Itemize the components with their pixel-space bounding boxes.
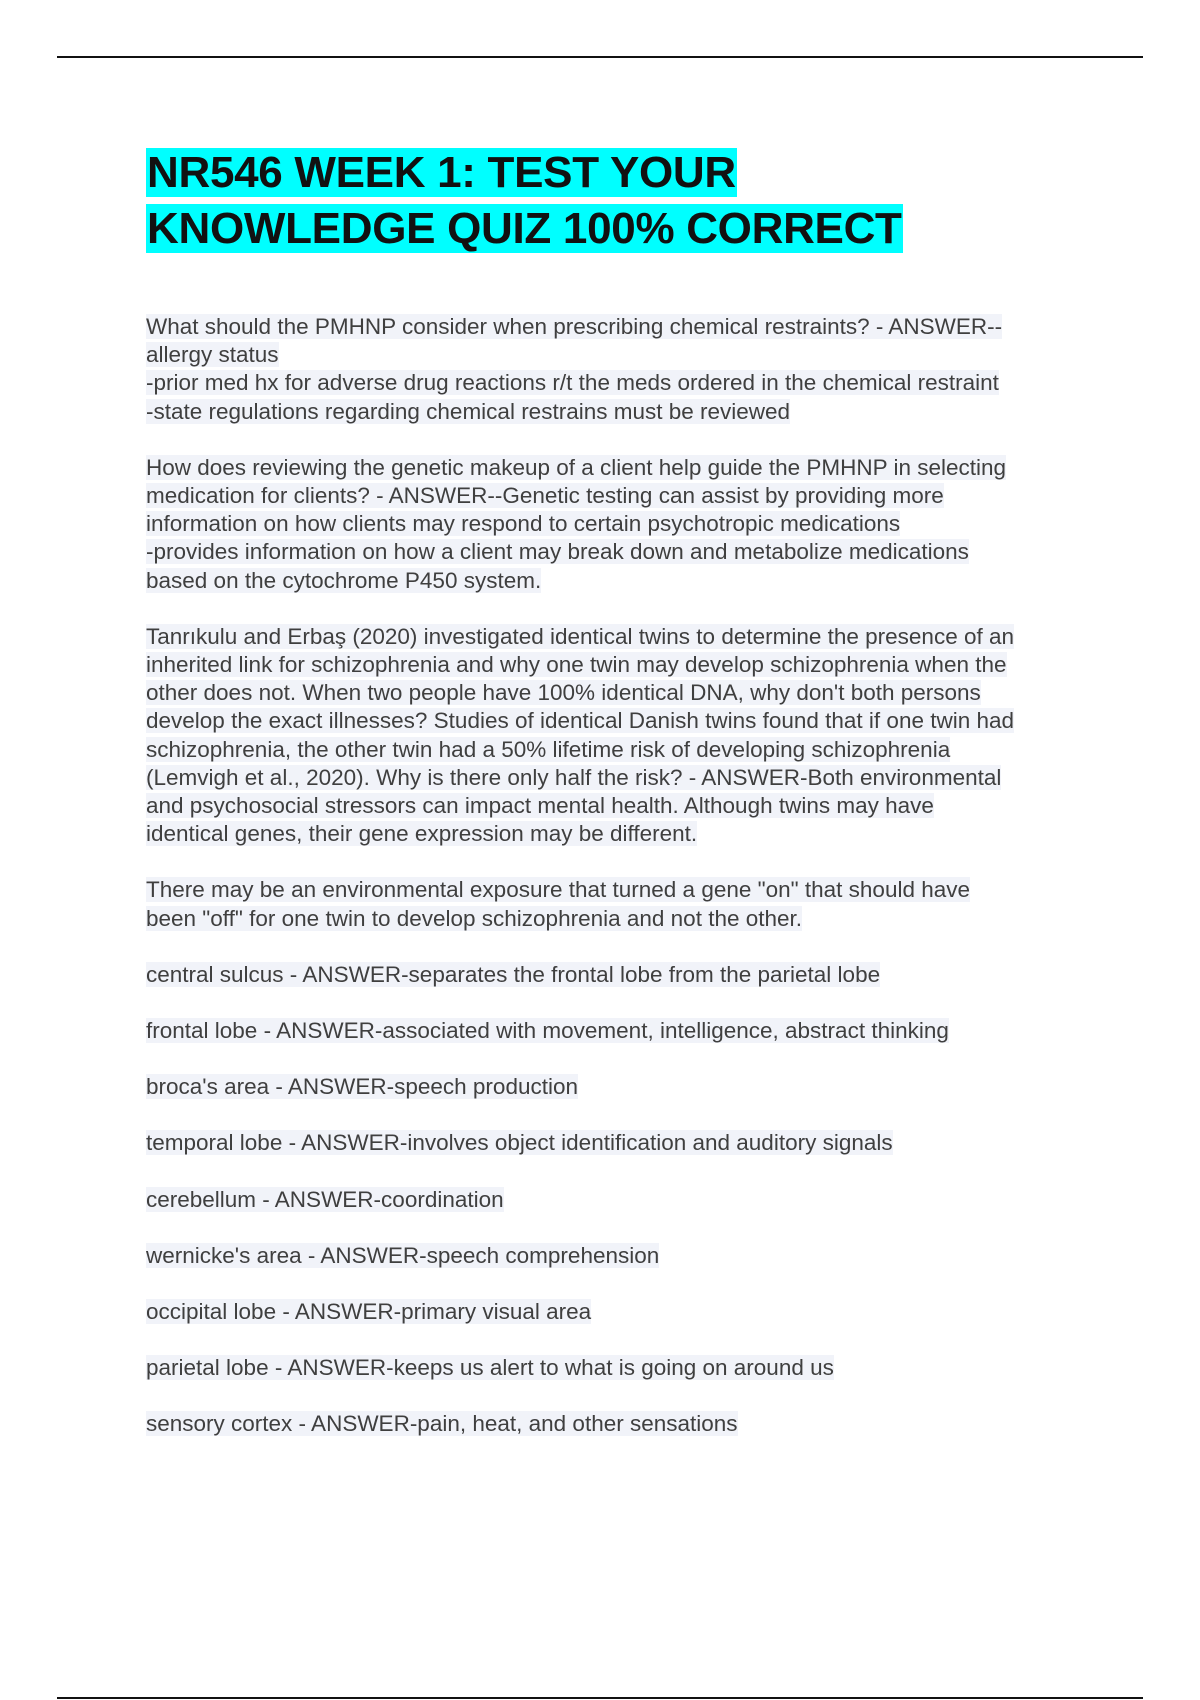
qa-line (146, 1298, 1086, 1326)
qa-line (146, 651, 1086, 679)
qa-line (146, 369, 1086, 397)
qa-line (146, 538, 1086, 566)
qa-line-text: cerebellum - ANSWER-coordination (146, 1186, 504, 1212)
qa-line-text: parietal lobe - ANSWER-keeps us alert to what is going on around us (146, 1355, 834, 1381)
qa-line (146, 820, 1086, 848)
qa-line (146, 398, 1086, 426)
qa-line (146, 792, 1086, 820)
qa-line (146, 707, 1086, 735)
qa-line-text: and psychosocial stressors can impact mental health. Although twins may have (146, 793, 934, 819)
qa-line (146, 1410, 1086, 1438)
qa-line (146, 510, 1086, 538)
qa-line-text: -prior med hx for adverse drug reactions r/t the meds ordered in the chemical restraint (146, 370, 999, 396)
qa-line-text: What should the PMHNP consider when prescribing chemical restraints? - ANSWER-- (146, 314, 1003, 339)
qa-entry (146, 1298, 1086, 1326)
qa-entry (146, 313, 1086, 426)
qa-line-text: There may be an environmental exposure that turned a gene "on" that should have (146, 877, 971, 903)
qa-line-text: allergy status (146, 342, 279, 368)
qa-line (146, 623, 1086, 651)
qa-entry (146, 623, 1086, 849)
bottom-rule (57, 1697, 1143, 1699)
qa-line-text: How does reviewing the genetic makeup of a client help guide the PMHNP in selecting (146, 454, 1007, 480)
qa-line (146, 313, 1086, 341)
qa-line (146, 905, 1086, 933)
qa-line (146, 1073, 1086, 1101)
qa-entry (146, 454, 1086, 595)
qa-entry (146, 961, 1086, 989)
qa-line-text: based on the cytochrome P450 system. (146, 567, 542, 593)
qa-entry (146, 1242, 1086, 1270)
qa-entry (146, 876, 1086, 932)
qa-line (146, 567, 1086, 595)
qa-line-text: develop the exact illnesses? Studies of identical Danish twins found that if one twin had (146, 708, 1015, 734)
qa-entry (146, 1017, 1086, 1045)
qa-line-text: central sulcus - ANSWER-separates the frontal lobe from the parietal lobe (146, 961, 881, 987)
qa-line (146, 1354, 1086, 1382)
qa-line-text: broca's area - ANSWER-speech production (146, 1074, 578, 1100)
qa-entry (146, 1073, 1086, 1101)
qa-entry (146, 1129, 1086, 1157)
qa-line-text: schizophrenia, the other twin had a 50% lifetime risk of developing schizophrenia (146, 736, 951, 762)
qa-line-text: medication for clients? - ANSWER--Genetic testing can assist by providing more (146, 483, 944, 509)
document-title (146, 145, 1086, 257)
qa-line (146, 736, 1086, 764)
qa-line-text: been "off" for one twin to develop schizophrenia and not the other. (146, 905, 803, 931)
document-body (146, 145, 1086, 1467)
qa-line (146, 1242, 1086, 1270)
qa-list (146, 313, 1086, 1439)
qa-line-text: occipital lobe - ANSWER-primary visual area (146, 1299, 592, 1325)
qa-line (146, 454, 1086, 482)
qa-line-text: inherited link for schizophrenia and why one twin may develop schizophrenia when the (146, 652, 1007, 678)
qa-entry (146, 1186, 1086, 1214)
title-line-1: NR546 WEEK 1: TEST YOUR (147, 148, 736, 197)
qa-entry (146, 1410, 1086, 1438)
qa-entry (146, 1354, 1086, 1382)
qa-line-text: wernicke's area - ANSWER-speech comprehension (146, 1242, 660, 1268)
qa-line (146, 1186, 1086, 1214)
qa-line-text: (Lemvigh et al., 2020). Why is there only half the risk? - ANSWER-Both environmental (146, 764, 1002, 790)
qa-line (146, 1129, 1086, 1157)
qa-line-text: frontal lobe - ANSWER-associated with movement, intelligence, abstract thinking (146, 1018, 949, 1044)
qa-line (146, 679, 1086, 707)
qa-line-text: temporal lobe - ANSWER-involves object identification and auditory signals (146, 1130, 893, 1156)
qa-line (146, 764, 1086, 792)
qa-line (146, 1017, 1086, 1045)
qa-line (146, 961, 1086, 989)
top-rule (57, 56, 1143, 58)
title-line-2: KNOWLEDGE QUIZ 100% CORRECT (147, 204, 902, 253)
qa-line (146, 876, 1086, 904)
qa-line-text: sensory cortex - ANSWER-pain, heat, and other sensations (146, 1411, 738, 1437)
qa-line-text: -state regulations regarding chemical restrains must be reviewed (146, 398, 791, 424)
qa-line-text: Tanrıkulu and Erbaş (2020) investigated identical twins to determine the presence of an (146, 623, 1015, 649)
qa-line (146, 341, 1086, 369)
qa-line-text: information on how clients may respond to certain psychotropic medications (146, 511, 901, 537)
qa-line-text: other does not. When two people have 100% identical DNA, why don't both persons (146, 680, 981, 706)
qa-line-text: identical genes, their gene expression may be different. (146, 821, 698, 847)
qa-line (146, 482, 1086, 510)
qa-line-text: -provides information on how a client may break down and metabolize medications (146, 539, 969, 565)
